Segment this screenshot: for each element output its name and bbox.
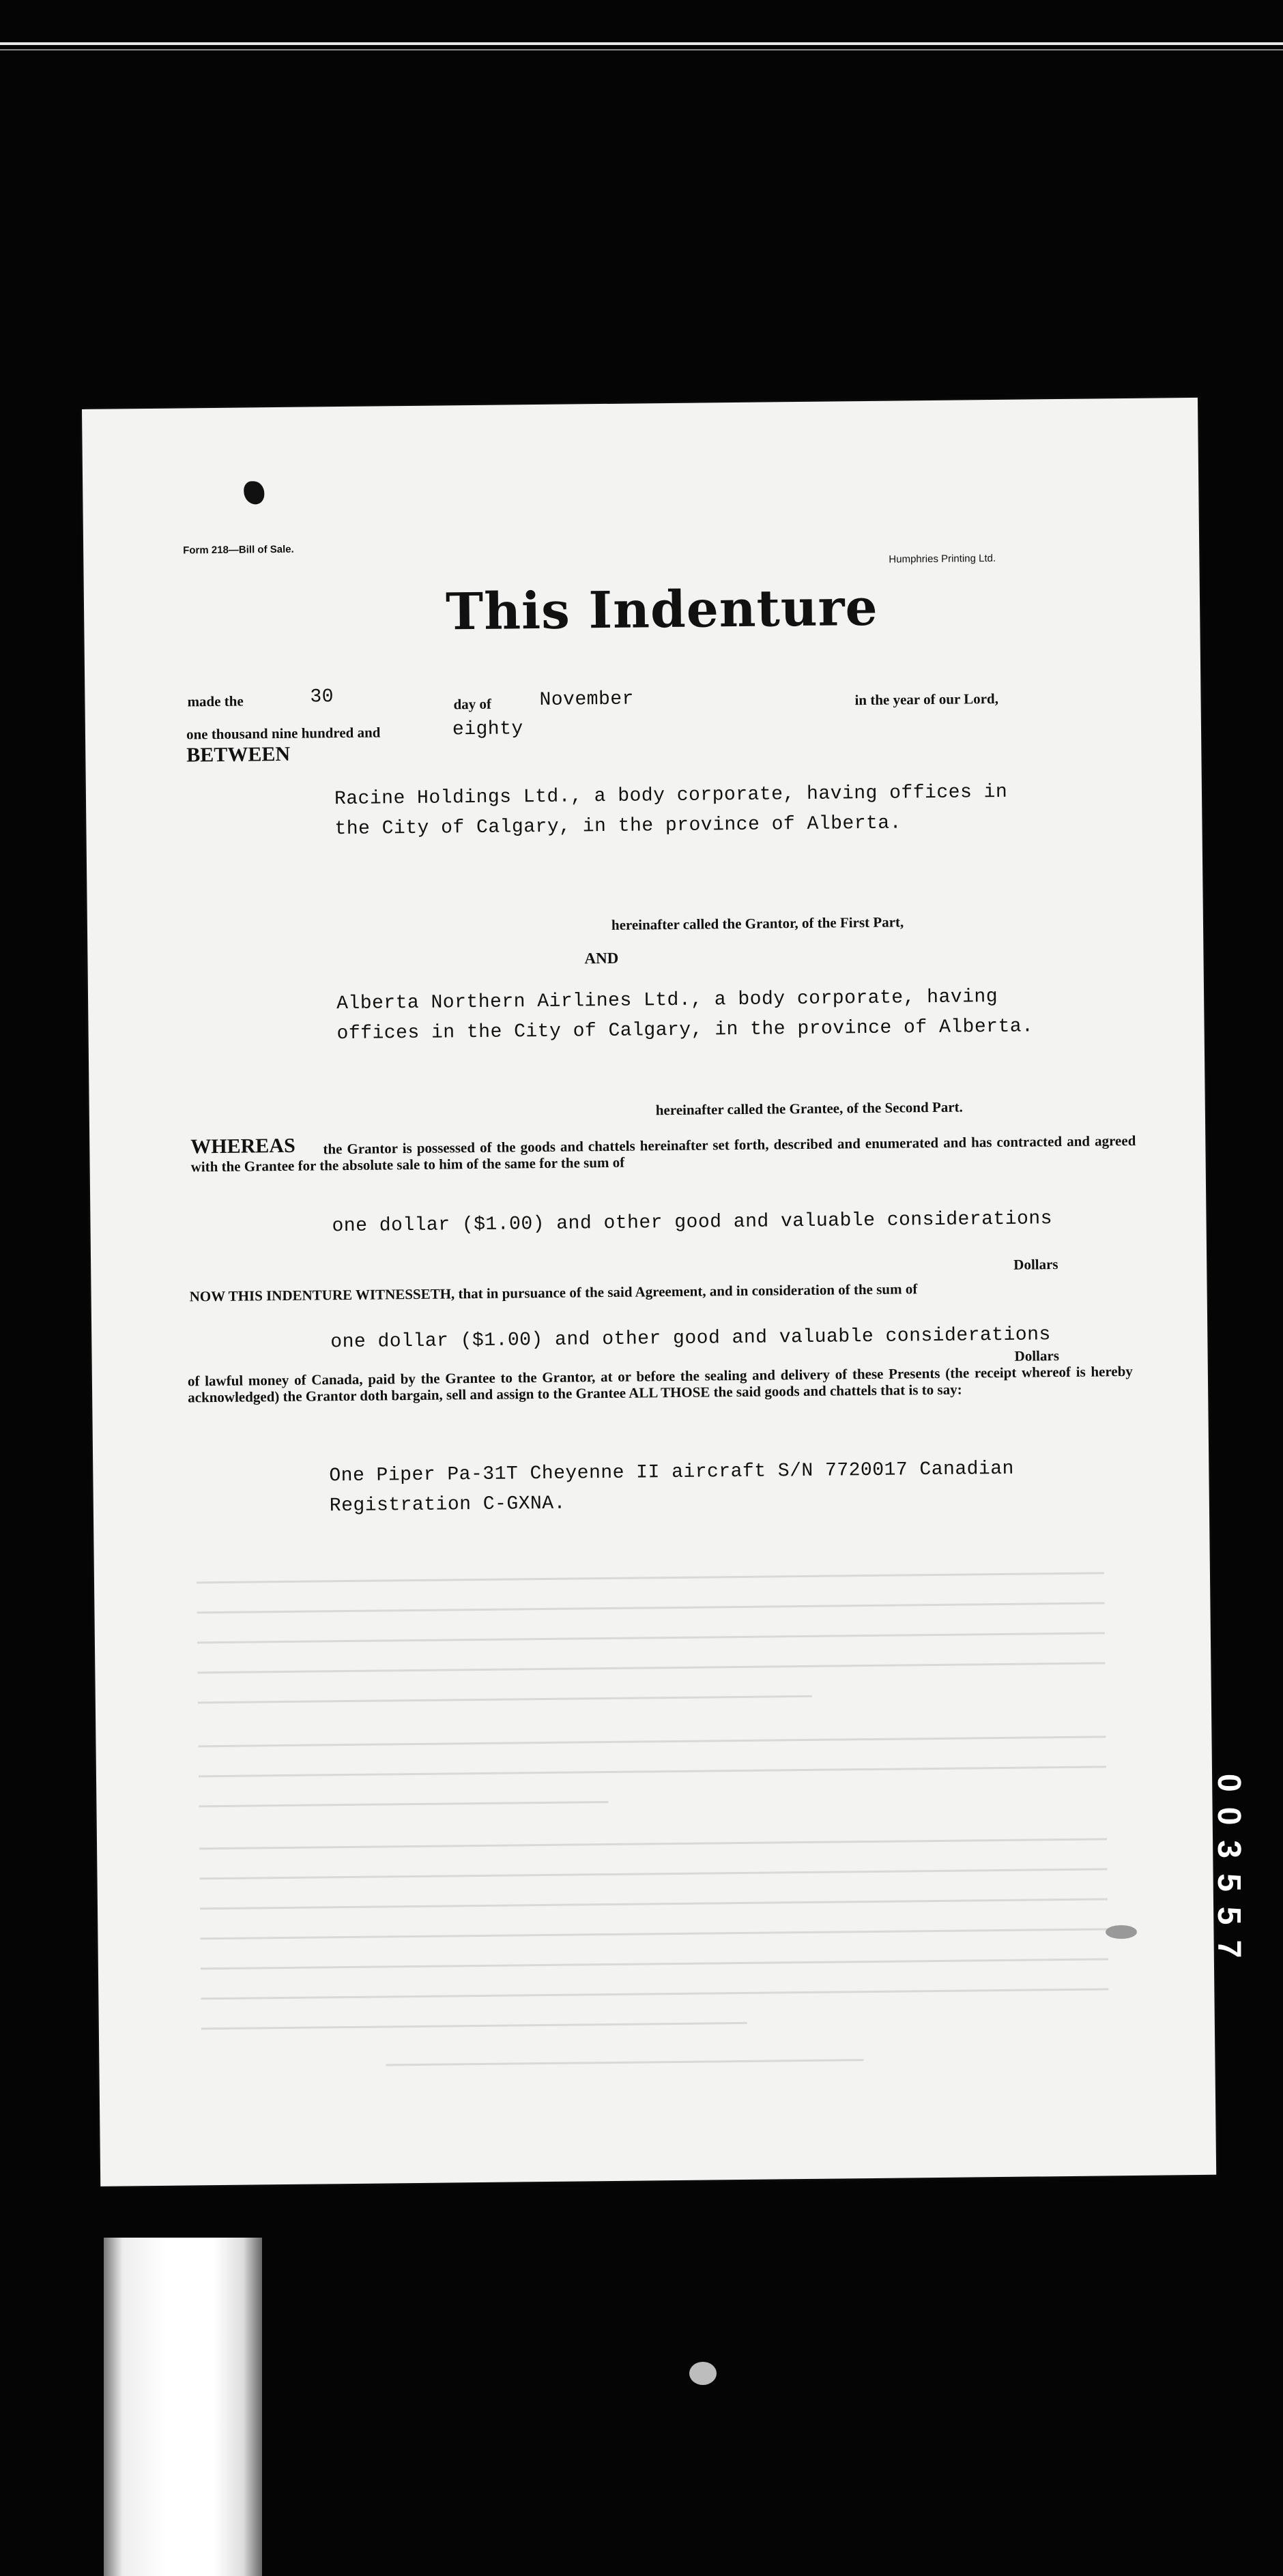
whereas-label: WHEREAS xyxy=(190,1134,295,1158)
month-value: November xyxy=(539,688,635,712)
year-value: eighty xyxy=(452,718,523,741)
day-of-label: day of xyxy=(453,695,492,713)
bleed-through-line xyxy=(199,1801,608,1807)
bleed-through-line xyxy=(199,1736,1106,1747)
bleed-through-line xyxy=(197,1632,1105,1643)
year-of-lord-label: in the year of our Lord, xyxy=(854,690,999,709)
document-title: This Indenture xyxy=(445,578,879,642)
frame-number-text: 003557 xyxy=(1211,1774,1247,1974)
day-value: 30 xyxy=(310,686,334,708)
thousand-label: one thousand nine hundred and xyxy=(186,724,381,743)
grantor-line-2: the City of Calgary, in the province of Alberta. xyxy=(334,813,902,840)
made-the-label: made the xyxy=(187,692,244,710)
whereas-dollars-label: Dollars xyxy=(1013,1256,1058,1273)
witnesseth-dollars-label: Dollars xyxy=(1014,1347,1060,1364)
chattel-line-2: Registration C-GXNA. xyxy=(329,1493,566,1517)
grantor-caption: hereinafter called the Grantor, of the First Part, xyxy=(611,913,904,933)
form-label: Form 218—Bill of Sale. xyxy=(183,543,294,557)
grantee-line-1: Alberta Northern Airlines Ltd., a body corporate, having xyxy=(336,986,998,1015)
grantor-line-1: Racine Holdings Ltd., a body corporate, having offices in xyxy=(334,781,1008,810)
between-label: BETWEEN xyxy=(186,742,291,767)
bleed-through-line xyxy=(198,1695,812,1703)
whereas-text: the Grantor is possessed of the goods and chattels hereinafter set forth, described and enumerated and has contracted and agreed with the Grantee for the absolute sale to him of the same for the sum of xyxy=(190,1132,1136,1175)
witnesseth-text-2: of lawful money of Canada, paid by the Grantee to the Grantor, at or before the sealing and delivery of these Presents (the receipt whereof is hereby acknowledged) the Grantor doth bargain, sell and assign to the Grantee ALL THOSE the said goods and chattels that is to say: xyxy=(187,1362,1133,1406)
and-label: AND xyxy=(584,949,619,967)
film-speck xyxy=(689,2362,717,2385)
bleed-through-line xyxy=(200,1868,1108,1879)
bleed-through-line xyxy=(199,1838,1107,1849)
grantee-line-2: offices in the City of Calgary, in the province of Alberta. xyxy=(336,1016,1034,1045)
bleed-through-line xyxy=(197,1662,1105,1673)
film-speck xyxy=(1106,1925,1137,1939)
frame-number-stamp xyxy=(1172,1774,1282,2033)
bleed-through-line xyxy=(201,2022,747,2030)
witnesseth-amount: one dollar ($1.00) and other good and valuable considerations xyxy=(330,1324,1051,1353)
film-edge-line-secondary xyxy=(0,49,1283,50)
bleed-through-line xyxy=(197,1602,1104,1613)
chattel-line-1: One Piper Pa-31T Cheyenne II aircraft S/N 7720017 Canadian xyxy=(329,1458,1015,1487)
bleed-through-line xyxy=(200,1928,1108,1940)
bleed-through-line xyxy=(200,1898,1108,1909)
bleed-through-line xyxy=(386,2059,863,2066)
printer-credit: Humphries Printing Ltd. xyxy=(889,552,996,566)
witnesseth-text: NOW THIS INDENTURE WITNESSETH, that in pursuance of the said Agreement, and in consideration of the sum of xyxy=(189,1280,918,1305)
grantee-caption: hereinafter called the Grantee, of the Second Part. xyxy=(655,1098,963,1119)
bleed-through-line xyxy=(199,1766,1106,1777)
document-page xyxy=(82,398,1216,2186)
bleed-through-line xyxy=(201,1958,1108,1970)
bleed-through-line xyxy=(197,1572,1104,1583)
light-leak-strip xyxy=(104,2238,262,2576)
bleed-through-line xyxy=(201,1988,1108,2000)
whereas-amount: one dollar ($1.00) and other good and valuable considerations xyxy=(332,1208,1053,1238)
film-edge-line xyxy=(0,42,1283,45)
ink-blot xyxy=(244,481,264,504)
